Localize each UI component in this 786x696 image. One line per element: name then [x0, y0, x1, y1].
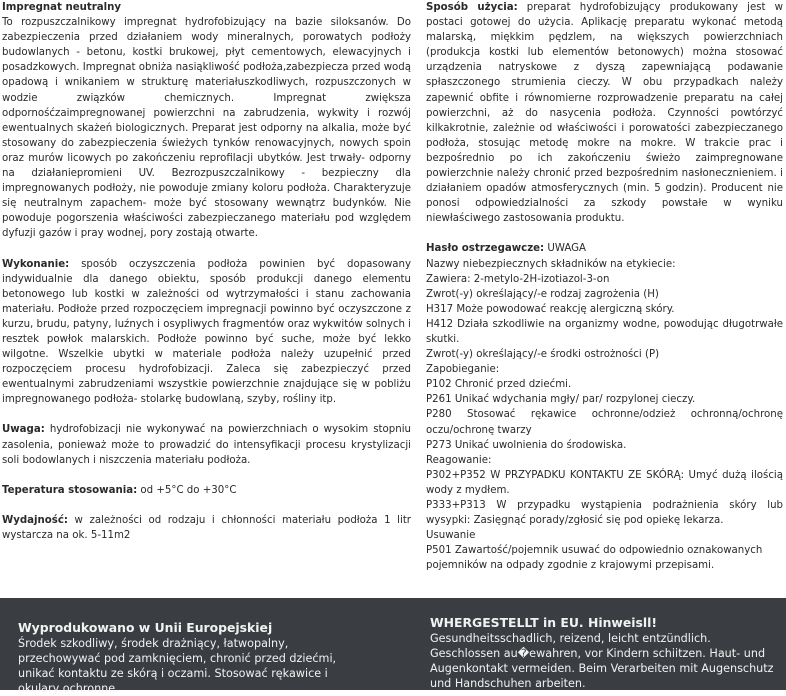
haslo-value: UWAGA	[544, 243, 586, 255]
wydajnosc-text: w zależności od rodzaju i chłonności materiału podłoża 1 litr wystarcza na ok. 5-11m2	[2, 514, 411, 541]
temperatura-paragraph	[2, 483, 411, 498]
uwaga-label: Uwaga:	[2, 424, 45, 436]
temperatura-section	[2, 483, 411, 498]
wykonanie-paragraph	[2, 257, 411, 408]
footer-right-title: WHERGESTELLT in EU. Hinweisll!	[430, 615, 658, 630]
left-column	[2, 0, 411, 552]
haslo-line-2: Zawiera: 2-metylo-2H-izotiazol-3-on	[426, 273, 610, 285]
haslo-line-5: Zwrot(-y) określający/-e środki ostrożności (P)	[426, 349, 660, 361]
p333-line: P333+P313 W przypadku wystąpienia podrażnienia skóry lub wysypki: Zasięgnąć porady/zgłosić się pod opiekę lekarza.	[426, 500, 783, 527]
sposob-label: Sposób użycia:	[426, 2, 518, 13]
right-column	[426, 0, 783, 582]
uwaga-text: hydrofobizacji nie wykonywać na powierzchniach o wysokim stopniu zasolenia, ponieważ może to prowadzić do intensyfikacji procesu krystylizacji soli bodowlanych i niszczenia materiału podłoża.	[2, 424, 411, 466]
footer-left-title: Wyprodukowano w Unii Europejskiej	[18, 620, 273, 635]
haslo-line-1: Nazwy niebezpiecznych składników na etykiecie:	[426, 258, 676, 270]
haslo-line-6: Zapobieganie:	[426, 364, 500, 376]
haslo-line-8: P261 Unikać wdychania mgły/ par/ rozpylonej cieczy.	[426, 394, 696, 406]
p501-line: P501 Zawartość/pojemnik usuwać do odpowiednio oznakowanych pojemników na odpady zgodnie z krajowymi przepisami.	[426, 545, 763, 572]
wykonanie-text: sposób oczyszczenia podłoża powinien być dopasowany indywidualnie dla danego obiektu, sposób produkcji danego elementu betonowego lub kostki w zależności od wytrzymałości i stanu zachowania materiału. Podłoże przed rozpoczęciem impregnacji powinno być oczyszczone z kurzu, brudu, patyny, luźnych i osypliwych fragmentów oraz wykwitów solnych i resztek powłok malarskich. Podłoże powinno być suche, może być lekko wilgotne. Wszelkie ubytki w materiale podłoża należy uzupełnić przed rozpoczęciem procesu hydrofobizacji. Zaleca się zabezpieczyć przed ewentualnymi zabrudzeniami wszystkie powierzchnie znajdujące się w pobliżu impregnowanego podłoża- stolarkę budowlaną, szyby, rośliny itp.	[2, 258, 411, 406]
h412-line: H412 Działa szkodliwie na organizmy wodne, powodując długotrwałe skutki.	[426, 318, 783, 345]
wykonanie-section	[2, 257, 411, 408]
wydajnosc-section	[2, 513, 411, 543]
haslo-line-4: H317 Może powodować reakcję alergiczną skóry.	[426, 303, 675, 315]
temperatura-label: Teperatura stosowania:	[2, 484, 138, 496]
haslo-line-9: P273 Unikać uwolnienia do środowiska.	[426, 439, 627, 451]
footer-right	[430, 615, 775, 691]
impregnat-text: To rozpuszczalnikowy impregnat hydrofobizujący na bazie siloksanów. Do zabezpieczenia przed działaniem wody mineralnych, porowatych podłoży budowlanych - betonu, kostki brukowej, płyt cementowych, elewacyjnych i posadzkowych. Impregnat obniża nasiąkliwość podłoża,zabezpiecza przed wodą opadową i wnikaniem w strukturę materiałuszkodliwych, rozpuszczonych w wodzie związków chemicznych. Impregnat zwiększa odpornośćzaimpregnowanej powierzchni na zabrudzenia, wykwity i rozwój ewentualnych skażeń biologicznych. Preparat jest odporny na alkalia, może być stosowany do zabezpieczenia świeżych tynków renowacyjnych, nowych spoin oraz murów licowych po zakończeniu reprofilacji ubytków. Jest trwały- odporny na działaniepromieni UV. Bezrozpuszczalnikowy - bezpieczny dla impregnowanych podłoży, nie powoduje zmiany koloru podłoża. Charakteryzuje się neutralnym zapachem- może być stosowany wewnątrz budynków. Nie powoduje pogorszenia właściwości zabezpieczanego materiału pod względem dyfuzji gazów i pray wodnej, pory zostają otwarte.	[2, 17, 411, 240]
sposob-section	[426, 0, 783, 226]
haslo-label: Hasło ostrzegawcze:	[426, 243, 545, 255]
haslo-line-3: Zwrot(-y) określający/-e rodzaj zagrożenia (H)	[426, 288, 659, 300]
impregnat-title: Impregnat neutralny	[2, 2, 122, 13]
usuwanie-line: Usuwanie	[426, 530, 476, 542]
sposob-text: preparat hydrofobizujący produkowany jest w postaci gotowej do użycia. Aplikację preparatu wykonać metodą malarską, miękkim pędzlem, na większych powierzchniach (produkcja kostki lub elementów betonowych) można stosować urządzenia natryskowe z dyszą zapewniającą podawanie spłaszczonego strumienia cieczy. W obu przypadkach należy zapewnić obfite i równomierne rozprowadzenie preparatu na całej powierzchni, aż do nasycenia podłoża. Czynności powtórzyć kilkakrotnie, zależnie od właściwości i porowatości zabezpieczanego podłoża, stosując metodę mokre na mokre. W trakcie prac i bezpośrednio po ich zakończeniu świeżo zaimpregnowane powierzchnie należy chronić przed bezpośrednim nasłonecznieniem. i działaniem opadów atmosferycznych (min. 5 godzin). Producent nie ponosi odpowiedzialności za szkody powstałe w wyniku niewłaściwego zastosowania produktu.	[426, 2, 783, 225]
sposob-paragraph	[426, 0, 783, 226]
wydajnosc-label: Wydajność:	[2, 514, 68, 526]
p302-line: P302+P352 W PRZYPADKU KONTAKTU ZE SKÓRĄ: Umyć dużą ilością wody z mydłem.	[426, 469, 783, 496]
temperatura-text: od +5°C do +30°C	[137, 484, 237, 496]
footer-bar	[0, 598, 786, 695]
impregnat-section	[2, 0, 411, 242]
haslo-line	[426, 241, 783, 256]
haslo-line-7: P102 Chronić przed dziećmi.	[426, 379, 572, 391]
footer-left-text: Środek szkodliwy, środek drażniący, łatwopalny, przechowywać pod zamknięciem, chronić przed dziećmi, unikać kontaktu ze skórą i oczami. Stosować rękawice i okulary ochronne.	[18, 637, 337, 695]
footer-right-text: Gesundheitsschadlich, reizend, leicht entzündlich. Geschlossen au�ewahren, vor Kindern schiitzen. Haut- und Augenkontakt vermeiden. Beim Verarbeiten mit Augenschutz und Handschuhen arbeiten.	[430, 632, 774, 690]
p280-line: P280 Stosować rękawice ochronne/odzież ochronną/ochronę oczu/ochronę twarzy	[426, 409, 783, 436]
wykonanie-label: Wykonanie:	[2, 258, 70, 270]
uwaga-paragraph	[2, 422, 411, 467]
footer-left	[18, 620, 368, 696]
wydajnosc-paragraph	[2, 513, 411, 543]
uwaga-section	[2, 422, 411, 467]
haslo-line-10: Reagowanie:	[426, 454, 492, 466]
haslo-section	[426, 241, 783, 573]
